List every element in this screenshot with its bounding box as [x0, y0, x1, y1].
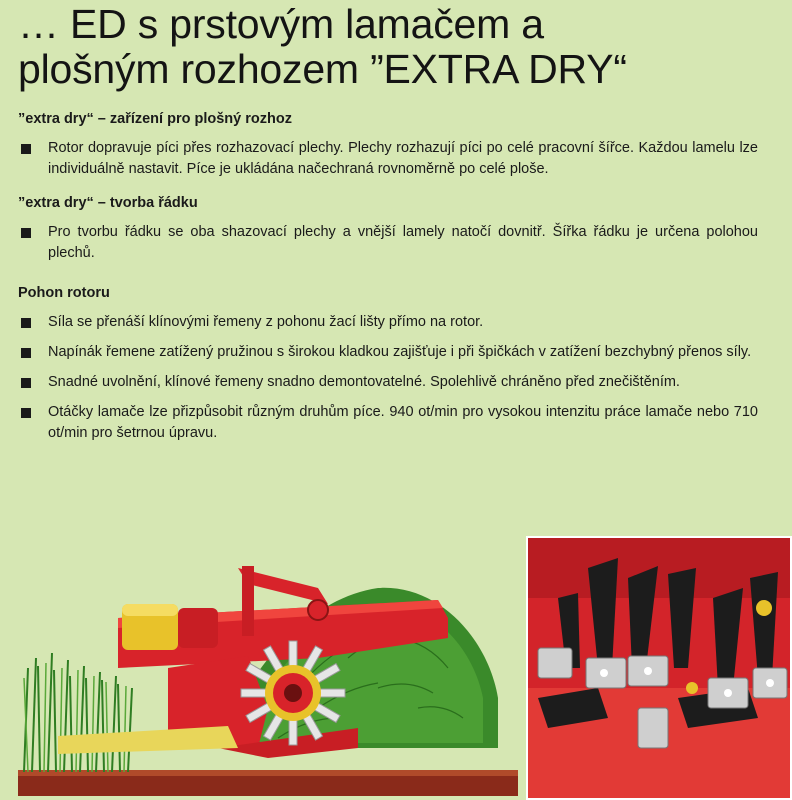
content: [18, 110, 758, 456]
section-extra-dry-spread: [18, 110, 758, 180]
title-line-1: … ED s prstovým lamačem a: [18, 1, 544, 47]
list-item: Rotor dopravuje píci přes rozhazovací plechy. Plechy rozhazují píci po celé pracovní šířce. Každou lamelu lze individuálně nastavit. Píce je ukládána načechraná rovnoměrně po celé ploše.: [18, 138, 758, 180]
section-heading: Pohon rotoru: [18, 285, 110, 301]
square-bullet-icon: [21, 408, 31, 418]
rotor-closeup-photo: [526, 536, 792, 800]
bullet-list: [18, 138, 758, 180]
square-bullet-icon: [21, 228, 31, 238]
section-rotor-drive: [18, 284, 758, 444]
section-extra-dry-windrow: [18, 194, 758, 264]
section-heading: ”extra dry“ – tvorba řádku: [18, 195, 198, 211]
square-bullet-icon: [21, 348, 31, 358]
list-item: Otáčky lamače lze přizpůsobit různým druhům píce. 940 ot/min pro vysokou intenzitu práce lamače nebo 710 ot/min pro šetrnou úpravu.: [18, 402, 758, 444]
square-bullet-icon: [21, 318, 31, 328]
mower-illustration: [18, 548, 518, 796]
list-item: Napínák řemene zatížený pružinou s širokou kladkou zajišťuje i při špičkách v zatížení bezchybný přenos síly.: [18, 342, 758, 363]
list-item: Síla se přenáší klínovými řemeny z pohonu žací lišty přímo na rotor.: [18, 312, 758, 333]
section-heading: ”extra dry“ – zařízení pro plošný rozhoz: [18, 111, 292, 127]
bullet-list: [18, 222, 758, 264]
title-line-2: plošným rozhozem ”EXTRA DRY“: [18, 46, 627, 92]
bullet-list: [18, 312, 758, 444]
page-title: [18, 2, 778, 92]
list-item: Pro tvorbu řádku se oba shazovací plechy a vnější lamely natočí dovnitř. Šířka řádku je určena polohou plechů.: [18, 222, 758, 264]
list-item: Snadné uvolnění, klínové řemeny snadno demontovatelné. Spolehlivě chráněno před znečištěním.: [18, 372, 758, 393]
square-bullet-icon: [21, 144, 31, 154]
square-bullet-icon: [21, 378, 31, 388]
